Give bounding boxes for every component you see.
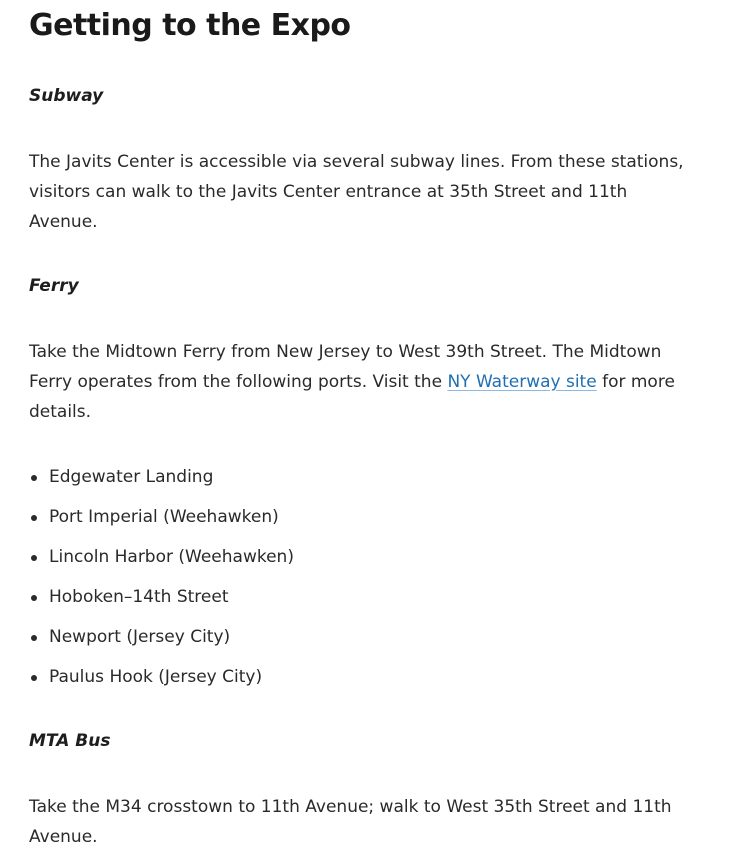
bullet-icon	[31, 475, 37, 481]
list-item	[29, 542, 294, 582]
bullet-icon	[31, 675, 37, 681]
port-name: Port Imperial (Weehawken)	[49, 507, 279, 527]
list-item	[29, 662, 294, 702]
subway-paragraph: The Javits Center is accessible via several subway lines. From these stations, visitors can walk to the Javits Center entrance at 35th Street and 11th Avenue.	[29, 152, 684, 232]
list-item	[29, 502, 294, 542]
ferry-paragraph	[29, 337, 699, 427]
ny-waterway-link[interactable]: NY Waterway site	[447, 372, 597, 392]
ferry-text-after-link: for more details.	[29, 372, 675, 422]
list-item	[29, 582, 294, 622]
page-title: Getting to the Expo	[29, 8, 351, 43]
subway-heading: Subway	[29, 86, 104, 106]
port-name: Edgewater Landing	[49, 467, 214, 487]
bullet-icon	[31, 515, 37, 521]
bus-paragraph: Take the M34 crosstown to 11th Avenue; walk to West 35th Street and 11th Avenue.	[29, 797, 672, 847]
list-item	[29, 622, 294, 662]
ferry-heading: Ferry	[29, 276, 79, 296]
ferry-text-before-link: Take the Midtown Ferry from New Jersey to West 39th Street. The Midtown Ferry operates from the following ports. Visit the	[29, 342, 662, 392]
bullet-icon	[31, 555, 37, 561]
port-name: Newport (Jersey City)	[49, 627, 231, 647]
bullet-icon	[31, 595, 37, 601]
bullet-icon	[31, 635, 37, 641]
list-item	[29, 462, 294, 502]
port-name: Hoboken–14th Street	[49, 587, 229, 607]
bus-heading: MTA Bus	[29, 731, 111, 751]
port-name: Paulus Hook (Jersey City)	[49, 667, 263, 687]
port-name: Lincoln Harbor (Weehawken)	[49, 547, 294, 567]
ferry-ports-list	[29, 462, 294, 702]
